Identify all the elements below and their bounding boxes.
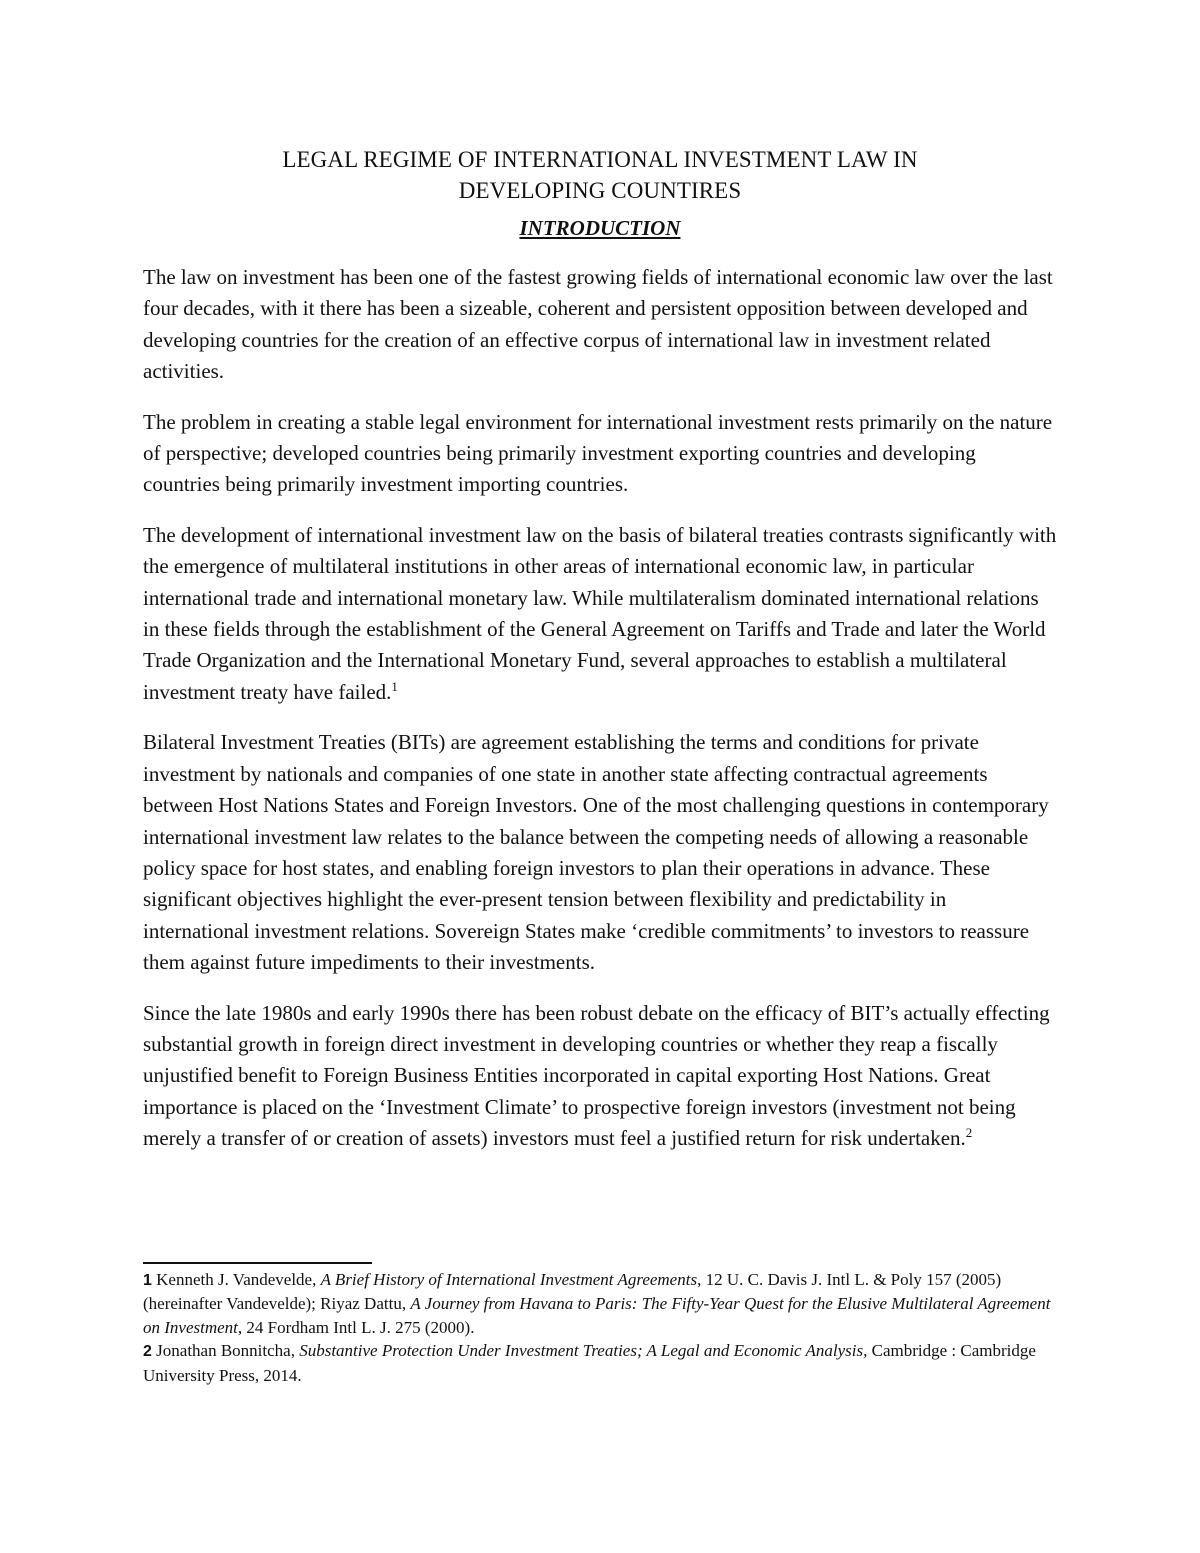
footnotes: [143, 1268, 1057, 1387]
paragraph-3: The development of international investment law on the basis of bilateral treaties contrasts significantly with the emergence of multilateral institutions in other areas of international economic law, in particular international trade and international monetary law. While multilateralism dominated international relations in these fields through the establishment of the General Agreement on Tariffs and Trade and later the World Trade Organization and the International Monetary Fund, several approaches to establish a multilateral investment treaty have failed.$^1$: [143, 522, 1057, 704]
document-title: [150, 144, 1050, 206]
paragraph-4: Bilateral Investment Treaties (BITs) are agreement establishing the terms and conditions for private investment by nationals and companies of one state in another state affecting contractual agreements between Host Nations States and Foreign Investors. One of the most challenging questions in contemporary international investment law relates to the balance between the competing needs of allowing a reasonable policy space for host states, and enabling foreign investors to plan their operations in advance. These significant objectives highlight the ever-present tension between flexibility and predictability in international investment relations. Sovereign States make ‘credible commitments’ to investors to reassure them against future impediments to their investments.: [143, 730, 1049, 975]
body-text: [143, 262, 1057, 1174]
footnote-number: 1: [143, 1272, 152, 1289]
footnote-ref-2[interactable]: 2: [965, 1125, 973, 1141]
section-heading-introduction: INTRODUCTION: [519, 216, 681, 240]
footnote-ref-1[interactable]: 1: [391, 678, 398, 694]
paragraph-2: The problem in creating a stable legal environment for international investment rests primarily on the nature of perspective; developed countries being primarily investment exporting countries and developing countries being primarily investment importing countries.: [143, 409, 1053, 497]
title-line-1: LEGAL REGIME OF INTERNATIONAL INVESTMENT LAW IN: [282, 147, 918, 172]
footnote-separator: [143, 1262, 372, 1264]
paragraph-5: Since the late 1980s and early 1990s there has been robust debate on the efficacy of BIT’s actually effecting substantial growth in foreign direct investment in developing countries or whether they reap a fiscally unjustified benefit to Foreign Business Entities incorporated in capital exporting Host Nations. Great importance is placed on the ‘Investment Climate’ to prospective foreign investors (investment not being merely a transfer of or creation of assets) investors must feel a justified return for risk undertaken.$^2$: [143, 1000, 1050, 1151]
footnote-2: 2 Jonathan Bonnitcha, Substantive Protection Under Investment Treaties; A Legal and Economic Analysis, Cambridge : Cambridge University Press, 2014.: [143, 1341, 1036, 1385]
footnote-1: 1 Kenneth J. Vandevelde, A Brief History of International Investment Agreements, 12 U. C. Davis J. Intl L. & Poly 157 (2005) (hereinafter Vandevelde); Riyaz Dattu, A Journey from Havana to Paris: The Fifty-Year Quest for the Elusive Multilateral Agreement on Investment, 24 Fordham Intl L. J. 275 (2000).: [143, 1270, 1051, 1337]
title-line-2: DEVELOPING COUNTIRES: [458, 178, 742, 203]
paragraph-1: The law on investment has been one of the fastest growing fields of international economic law over the last four decades, with it there has been a sizeable, coherent and persistent opposition between developed and developing countries for the creation of an effective corpus of international law in investment related activities.: [143, 265, 1053, 384]
footnote-number: 2: [143, 1343, 152, 1361]
